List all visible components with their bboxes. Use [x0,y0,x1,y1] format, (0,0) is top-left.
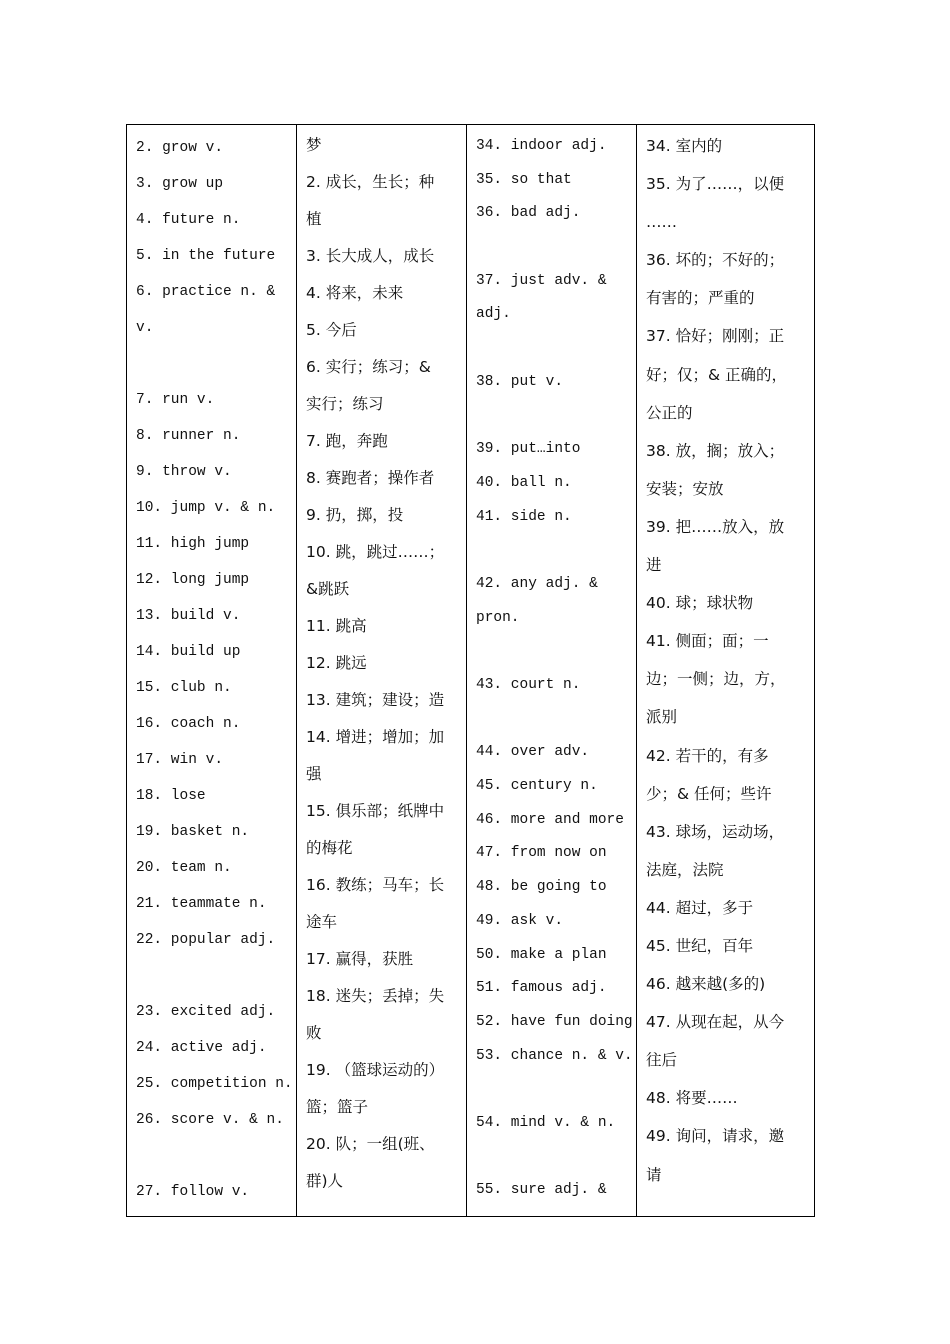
table-line: 的梅花 [306,839,353,857]
table-line: 36. 坏的；不好的； [646,251,785,270]
table-line: 22. popular adj. [136,932,276,948]
table-line: 15. club n. [136,680,232,696]
table-line: 4. future n. [136,212,241,228]
table-line: 18. lose [136,788,206,804]
table-line: 44. 超过，多于 [646,898,754,917]
table-line: 34. indoor adj. [476,138,607,154]
table-line: 途车 [306,913,338,931]
table-line: 强 [306,765,322,783]
table-line: 25. competition n. [136,1076,293,1092]
table-line: 54. mind v. & n. [476,1114,616,1131]
table-line: 45. 世纪，百年 [646,936,754,955]
table-line: 3. grow up [136,176,224,192]
table-line: 7. 跑，奔跑 [306,432,388,450]
table-line: 43. 球场，运动场， [646,822,785,841]
table-line: 5. 今后 [306,321,357,339]
table-line: 23. excited adj. [136,1004,276,1020]
table-line: 18. 迷失；丢掉；失 [306,987,445,1005]
table-line: 8. 赛跑者；操作者 [306,469,435,487]
table-line: 36. bad adj. [476,205,581,222]
table-line: 41. 侧面；面；一 [646,632,769,651]
table-line: 46. more and more [476,811,624,828]
table-line: 17. 赢得，获胜 [306,950,414,968]
table-line: 49. 询问，请求，邀 [646,1127,785,1146]
table-line: 40. ball n. [476,474,572,491]
table-line [136,346,288,382]
table-line: 6. 实行；练习；& [306,358,431,376]
table-line: 2. grow v. [136,140,224,156]
table-line: 5. in the future [136,248,276,264]
table-line: 14. 增进；增加；加 [306,728,445,746]
table-line: 20. 队；一组(班、 [306,1135,435,1153]
table-line: 派别 [646,708,678,727]
table-line: 41. side n. [476,508,572,525]
table-line: 法庭，法院 [646,860,724,879]
table-line: 10. 跳，跳过……； [306,543,445,561]
table-line: 45. century n. [476,778,598,795]
table-line: 17. win v. [136,752,224,768]
table-line: 49. ask v. [476,912,564,929]
english-column-1 [127,125,297,1216]
table-line: 8. runner n. [136,428,241,444]
table-line: 植 [306,210,322,228]
table-line [476,1141,628,1175]
table-line: pron. [476,609,520,626]
table-line: 40. 球；球状物 [646,594,754,613]
table-line: 42. 若干的，有多 [646,746,769,765]
table-line: 38. 放，搁；放入； [646,441,785,460]
table-line: 55. sure adj. & [476,1182,607,1199]
table-line: 38. put v. [476,373,564,390]
table-line: v. [136,320,154,336]
table-line: 52. have fun doing [476,1013,633,1030]
table-line: 好；仅；& 正确的， [646,365,788,384]
table-line: 公正的 [646,403,693,422]
table-line: 34. 室内的 [646,137,723,155]
table-line: 11. high jump [136,536,250,552]
chinese-column-1 [297,125,467,1216]
table-line: 10. jump v. & n. [136,500,276,516]
table-line: 53. chance n. & v. [476,1047,633,1064]
table-line: 12. 跳远 [306,654,367,672]
table-line: 边；一侧；边，方， [646,670,786,689]
table-line: 37. just adv. & [476,272,607,289]
table-line: 27. follow v. [136,1184,250,1200]
table-line [476,231,628,265]
table-line: 51. famous adj. [476,980,607,997]
table-line: 16. coach n. [136,716,241,732]
table-line: 24. active adj. [136,1040,267,1056]
table-line: 48. be going to [476,879,607,896]
table-line: 15. 俱乐部；纸牌中 [306,802,445,820]
table-line [476,534,628,568]
table-line [476,400,628,434]
table-line: 20. team n. [136,860,232,876]
table-line: 往后 [646,1051,678,1070]
table-line: &跳跃 [306,580,350,598]
table-line: 12. long jump [136,572,250,588]
table-line: 梦 [306,136,322,154]
table-line: 13. build v. [136,608,241,624]
table-line: adj. [476,306,511,323]
table-line: 2. 成长，生长；种 [306,173,435,191]
table-line: 少；& 任何；些许 [646,784,772,803]
table-line: 4. 将来，未来 [306,284,404,302]
table-line: 13. 建筑；建设；造 [306,691,445,709]
table-line: …… [646,213,677,232]
table-line: 48. 将要…… [646,1089,738,1108]
table-line [476,635,628,669]
table-line: 群)人 [306,1172,344,1190]
chinese-column-2 [637,125,814,1216]
table-line: 50. make a plan [476,946,607,963]
table-line: 21. teammate n. [136,896,267,912]
table-line: 败 [306,1024,322,1042]
table-line: 6. practice n. & [136,284,276,300]
table-line: 39. put…into [476,441,581,458]
table-line: 9. 扔，掷，投 [306,506,404,524]
table-line: 11. 跳高 [306,617,367,635]
table-line [476,332,628,366]
table-line: 35. so that [476,171,572,188]
table-line: 9. throw v. [136,464,232,480]
table-line: 14. build up [136,644,241,660]
table-line: 39. 把……放入，放 [646,517,785,536]
table-line [136,1138,288,1174]
table-line: 实行；练习 [306,395,384,413]
table-line: 进 [646,556,662,575]
table-line: 35. 为了……，以便 [646,175,785,194]
table-line: 3. 长大成人，成长 [306,247,435,265]
table-line: 19. （篮球运动的） [306,1061,445,1079]
table-line [136,958,288,994]
table-line: 37. 恰好；刚刚；正 [646,327,785,346]
table-line: 47. from now on [476,845,607,862]
table-line: 有害的；严重的 [646,289,755,308]
table-line: 19. basket n. [136,824,250,840]
table-line: 42. any adj. & [476,575,598,592]
table-line: 请 [646,1165,662,1184]
table-line: 7. run v. [136,392,215,408]
table-line: 46. 越来越(多的) [646,975,766,994]
table-line: 篮；篮子 [306,1098,369,1116]
vocabulary-table [126,124,815,1217]
english-column-2 [467,125,637,1216]
table-line [476,1073,628,1107]
table-line [476,703,628,737]
table-line: 44. over adv. [476,744,590,761]
table-line: 安装；安放 [646,479,724,498]
table-line: 16. 教练；马车；长 [306,876,445,894]
table-line: 43. court n. [476,677,581,693]
table-line: 47. 从现在起，从今 [646,1013,785,1032]
table-line: 26. score v. & n. [136,1112,284,1128]
